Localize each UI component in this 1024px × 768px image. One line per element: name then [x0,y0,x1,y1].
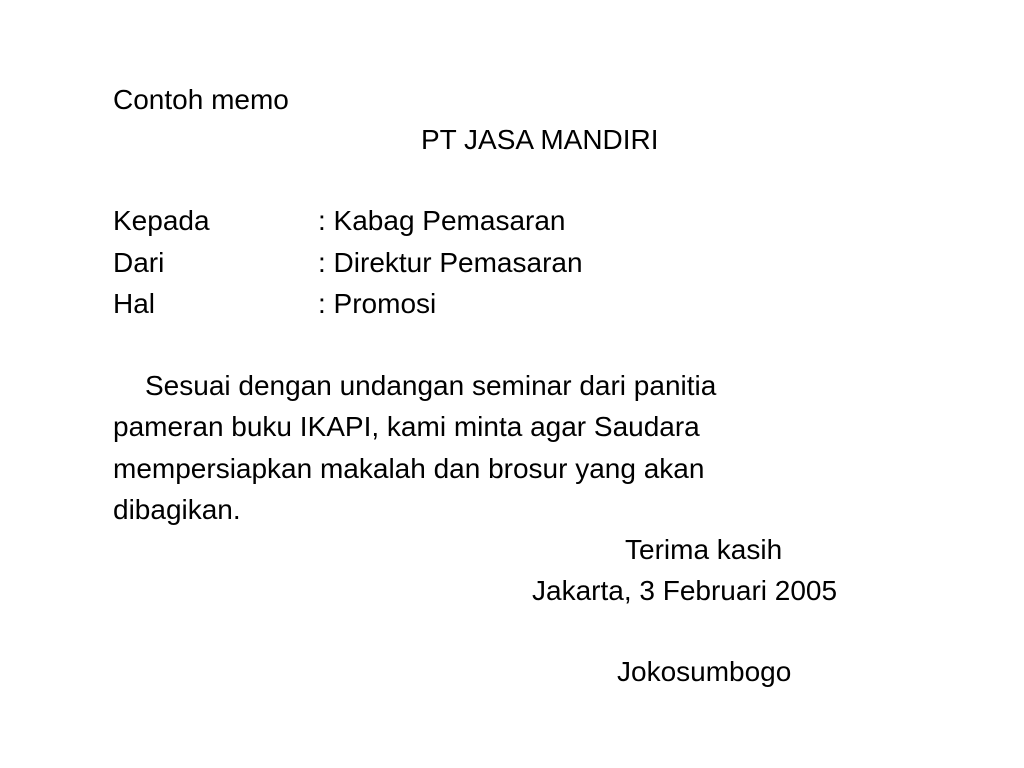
memo-heading: Contoh memo [113,84,289,115]
closing-text: Terima kasih [625,534,783,565]
body-line-4: dibagikan. [113,494,241,525]
body-line-1: Sesuai dengan undangan seminar dari panitia [145,370,717,401]
field-label-subject: Hal [113,288,156,319]
company-name: PT JASA MANDIRI [421,124,659,155]
field-value-subject: : Promosi [318,288,437,319]
field-label-to: Kepada [113,205,210,236]
body-line-3: mempersiapkan makalah dan brosur yang akan [113,453,705,484]
field-value-to: : Kabag Pemasaran [318,205,566,236]
place-date: Jakarta, 3 Februari 2005 [532,575,838,606]
signer-name: Jokosumbogo [617,656,792,687]
body-line-2: pameran buku IKAPI, kami minta agar Saudara [113,411,700,442]
field-value-from: : Direktur Pemasaran [318,247,583,278]
field-label-from: Dari [113,247,165,278]
